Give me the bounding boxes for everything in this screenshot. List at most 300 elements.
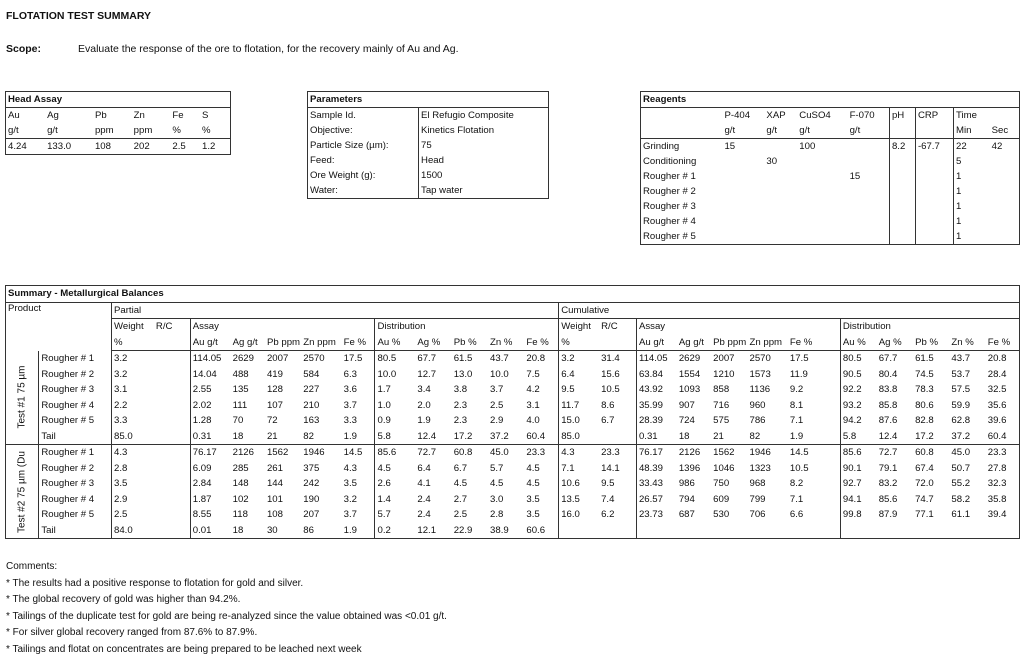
assay-column-header: Zn ppm xyxy=(748,335,788,351)
partial-distribution-value: 23.3 xyxy=(524,445,558,461)
partial-distribution-value: 2.3 xyxy=(452,398,488,414)
cumulative-assay-value: 10.5 xyxy=(788,461,841,477)
cumulative-distribution-value: 99.8 xyxy=(840,507,876,523)
cumulative-assay-value: 609 xyxy=(711,492,747,508)
reagent-unit: g/t xyxy=(797,123,847,139)
partial-assay-value: 76.17 xyxy=(190,445,230,461)
reagent-value xyxy=(722,229,764,245)
reagent-value xyxy=(764,229,797,245)
cumulative-assay-value: 1093 xyxy=(677,382,711,398)
cumulative-assay-value: 35.99 xyxy=(636,398,676,414)
comment-item: * Tailings and flotat on concentrates are being prepared to be leached next week xyxy=(6,642,447,658)
partial-weight: 2.5 xyxy=(112,507,191,523)
scope-label: Scope: xyxy=(6,43,41,55)
scope-text: Evaluate the response of the ore to flotation, for the recovery mainly of Au and Ag. xyxy=(78,43,459,55)
partial-assay-value: 3.2 xyxy=(342,492,375,508)
cumulative-distribution-value: 32.5 xyxy=(986,382,1020,398)
reagents-header-row xyxy=(641,108,1020,124)
partial-assay-value: 18 xyxy=(231,523,265,539)
product-name: Rougher # 4 xyxy=(39,492,112,508)
cumulative-distribution-value: 28.4 xyxy=(986,367,1020,383)
product-name: Tail xyxy=(39,429,112,445)
reagent-value: 42 xyxy=(990,139,1020,155)
partial-assay-value: 190 xyxy=(301,492,341,508)
cumulative-distribution-value xyxy=(840,523,876,539)
cumulative-assay-value: 530 xyxy=(711,507,747,523)
cumulative-distribution-value: 53.7 xyxy=(949,367,985,383)
cumulative-assay-value xyxy=(636,523,676,539)
head-assay-value: 4.24 xyxy=(6,139,46,155)
cumulative-distribution-value: 50.7 xyxy=(949,461,985,477)
partial-distribution-value: 10.0 xyxy=(488,367,524,383)
partial-assay-value: 14.5 xyxy=(342,445,375,461)
partial-distribution-value: 12.1 xyxy=(415,523,451,539)
product-name: Rougher # 3 xyxy=(39,382,112,398)
cumulative-distribution-value: 23.3 xyxy=(986,445,1020,461)
balance-row xyxy=(6,523,1020,539)
partial-weight: 85.0 xyxy=(112,429,191,445)
cumulative-distribution-value: 60.4 xyxy=(986,429,1020,445)
cumulative-distribution-value: 85.8 xyxy=(877,398,913,414)
reagent-value xyxy=(990,214,1020,229)
cumulative-rc-header: R/C xyxy=(599,319,636,335)
reagent-value xyxy=(990,229,1020,245)
partial-distribution-value: 60.6 xyxy=(524,523,558,539)
cumulative-rc: 8.6 xyxy=(599,398,636,414)
cumulative-assay-value xyxy=(788,523,841,539)
cumulative-weight: 10.6 xyxy=(559,476,599,492)
distribution-column-header: Au % xyxy=(840,335,876,351)
partial-distribution-value: 1.9 xyxy=(415,413,451,429)
reagent-value xyxy=(722,214,764,229)
balance-row xyxy=(6,429,1020,445)
cumulative-assay-value: 724 xyxy=(677,413,711,429)
cumulative-assay-value: 706 xyxy=(748,507,788,523)
head-assay-element: Fe xyxy=(170,108,200,124)
reagent-value xyxy=(722,184,764,199)
reagent-value xyxy=(848,154,890,169)
partial-assay-value: 70 xyxy=(231,413,265,429)
assay-column-header: Au g/t xyxy=(190,335,230,351)
reagent-stage: Conditioning xyxy=(641,154,723,169)
partial-assay-value: 144 xyxy=(265,476,301,492)
cumulative-assay-value: 8.2 xyxy=(788,476,841,492)
reagent-value xyxy=(722,199,764,214)
partial-distribution-value: 4.5 xyxy=(375,461,415,477)
cumulative-distribution-value: 58.2 xyxy=(949,492,985,508)
partial-distribution-value: 13.0 xyxy=(452,367,488,383)
reagent-value: 15 xyxy=(722,139,764,155)
partial-assay-value: 207 xyxy=(301,507,341,523)
cumulative-assay-value: 1323 xyxy=(748,461,788,477)
partial-assay-value: 4.3 xyxy=(342,461,375,477)
partial-assay-value: 1.28 xyxy=(190,413,230,429)
cumulative-distribution-value xyxy=(949,523,985,539)
partial-distribution-value: 61.5 xyxy=(452,351,488,367)
partial-distribution-value: 4.0 xyxy=(524,413,558,429)
cumulative-assay-value: 1046 xyxy=(711,461,747,477)
partial-assay-value: 102 xyxy=(231,492,265,508)
partial-assay-header: Assay xyxy=(190,319,375,335)
cumulative-header: Cumulative xyxy=(559,302,1020,319)
reagent-value xyxy=(797,169,847,184)
partial-weight: 84.0 xyxy=(112,523,191,539)
partial-assay-value: 488 xyxy=(231,367,265,383)
partial-distribution-value: 4.5 xyxy=(488,476,524,492)
cumulative-distribution-value: 87.6 xyxy=(877,413,913,429)
parameter-row xyxy=(308,108,549,124)
partial-distribution-value: 1.4 xyxy=(375,492,415,508)
reagent-value xyxy=(889,184,915,199)
cumulative-distribution-value: 94.1 xyxy=(840,492,876,508)
reagent-stage-row xyxy=(641,229,1020,245)
partial-assay-value: 128 xyxy=(265,382,301,398)
head-assay-table xyxy=(5,91,231,155)
partial-assay-value: 6.09 xyxy=(190,461,230,477)
cumulative-assay-value: 716 xyxy=(711,398,747,414)
product-name: Tail xyxy=(39,523,112,539)
reagent-value: 1 xyxy=(954,229,990,245)
cumulative-distribution-value: 85.6 xyxy=(840,445,876,461)
reagent-value xyxy=(848,214,890,229)
cumulative-distribution-value: 82.8 xyxy=(913,413,949,429)
parameter-value: Tap water xyxy=(419,183,549,199)
cumulative-distribution-value: 43.7 xyxy=(949,351,985,367)
cumulative-assay-value: 786 xyxy=(748,413,788,429)
partial-distribution-value: 5.7 xyxy=(488,461,524,477)
partial-assay-value: 6.3 xyxy=(342,367,375,383)
partial-assay-value: 18 xyxy=(231,429,265,445)
head-assay-value: 133.0 xyxy=(45,139,93,155)
cumulative-assay-value: 575 xyxy=(711,413,747,429)
head-assay-element: S xyxy=(200,108,231,124)
partial-distribution-value: 60.4 xyxy=(524,429,558,445)
partial-distribution-value: 12.4 xyxy=(415,429,451,445)
comment-item: * The global recovery of gold was higher than 94.2%. xyxy=(6,592,447,609)
partial-rc-header: R/C xyxy=(154,319,190,335)
balance-row xyxy=(6,507,1020,523)
reagent-value xyxy=(797,154,847,169)
cumulative-weight: 11.7 xyxy=(559,398,599,414)
cumulative-weight: 6.4 xyxy=(559,367,599,383)
comment-item: * The results had a positive response to flotation for gold and silver. xyxy=(6,576,447,593)
summary-title: Summary - Metallurgical Balances xyxy=(6,286,1020,303)
partial-assay-value: 2570 xyxy=(301,351,341,367)
reagents-table xyxy=(640,91,1020,245)
cumulative-distribution-value: 72.0 xyxy=(913,476,949,492)
reagent-header: pH xyxy=(889,108,915,124)
distribution-column-header: Ag % xyxy=(877,335,913,351)
reagent-stage: Grinding xyxy=(641,139,723,155)
cumulative-assay-value: 0.31 xyxy=(636,429,676,445)
head-assay-units-row xyxy=(6,123,231,139)
cumulative-weight: 7.1 xyxy=(559,461,599,477)
cumulative-distribution-value: 80.5 xyxy=(840,351,876,367)
reagent-stage-row xyxy=(641,184,1020,199)
partial-assay-value: 21 xyxy=(265,429,301,445)
cumulative-rc: 10.5 xyxy=(599,382,636,398)
cumulative-distribution-value: 79.1 xyxy=(877,461,913,477)
assay-column-header: Pb ppm xyxy=(711,335,747,351)
partial-weight: 3.5 xyxy=(112,476,191,492)
cumulative-distribution-value: 74.5 xyxy=(913,367,949,383)
partial-weight: 2.2 xyxy=(112,398,191,414)
parameter-value: El Refugio Composite xyxy=(419,108,549,124)
reagent-value xyxy=(797,184,847,199)
reagent-value: 22 xyxy=(954,139,990,155)
reagent-stage-row xyxy=(641,214,1020,229)
partial-assay-value: 14.04 xyxy=(190,367,230,383)
partial-distribution-value: 0.2 xyxy=(375,523,415,539)
partial-assay-value: 3.6 xyxy=(342,382,375,398)
partial-distribution-value: 20.8 xyxy=(524,351,558,367)
cumulative-assay-value: 2126 xyxy=(677,445,711,461)
cumulative-rc-unit xyxy=(599,335,636,351)
partial-assay-value: 2.02 xyxy=(190,398,230,414)
partial-distribution-value: 1.0 xyxy=(375,398,415,414)
cumulative-weight: 85.0 xyxy=(559,429,599,445)
cumulative-assay-value: 26.57 xyxy=(636,492,676,508)
cumulative-distribution-value: 83.8 xyxy=(877,382,913,398)
reagent-stage-row xyxy=(641,154,1020,169)
partial-assay-value: 111 xyxy=(231,398,265,414)
head-assay-value: 202 xyxy=(132,139,171,155)
partial-distribution-value: 4.1 xyxy=(415,476,451,492)
reagent-value xyxy=(848,199,890,214)
reagent-unit: g/t xyxy=(764,123,797,139)
cumulative-distribution-value: 78.3 xyxy=(913,382,949,398)
partial-weight-unit: % xyxy=(112,335,154,351)
partial-rc-unit xyxy=(154,335,190,351)
parameter-label: Water: xyxy=(308,183,419,199)
reagent-value: 100 xyxy=(797,139,847,155)
partial-assay-value: 2.55 xyxy=(190,382,230,398)
reagent-value: 1 xyxy=(954,184,990,199)
partial-distribution-value: 1.7 xyxy=(375,382,415,398)
reagent-header: F-070 xyxy=(848,108,890,124)
partial-assay-value: 2126 xyxy=(231,445,265,461)
partial-distribution-value: 5.8 xyxy=(375,429,415,445)
parameter-label: Ore Weight (g): xyxy=(308,168,419,183)
product-name: Rougher # 3 xyxy=(39,476,112,492)
cumulative-assay-header: Assay xyxy=(636,319,840,335)
partial-assay-value: 285 xyxy=(231,461,265,477)
partial-distribution-value: 4.5 xyxy=(452,476,488,492)
reagent-header: P-404 xyxy=(722,108,764,124)
partial-assay-value: 261 xyxy=(265,461,301,477)
partial-assay-value: 17.5 xyxy=(342,351,375,367)
partial-distribution-value: 7.5 xyxy=(524,367,558,383)
partial-distribution-value: 2.6 xyxy=(375,476,415,492)
balance-row xyxy=(6,492,1020,508)
reagent-value xyxy=(764,214,797,229)
assay-column-header: Fe % xyxy=(788,335,841,351)
assay-column-header: Pb ppm xyxy=(265,335,301,351)
head-assay-element: Pb xyxy=(93,108,132,124)
partial-distribution-value: 3.5 xyxy=(524,492,558,508)
reagent-value xyxy=(889,229,915,245)
reagent-value: 1 xyxy=(954,199,990,214)
cumulative-distribution-value: 90.5 xyxy=(840,367,876,383)
cumulative-assay-value xyxy=(748,523,788,539)
partial-distribution-value: 37.2 xyxy=(488,429,524,445)
reagent-value xyxy=(797,199,847,214)
product-name: Rougher # 2 xyxy=(39,367,112,383)
balance-row xyxy=(6,476,1020,492)
cumulative-assay-value: 2570 xyxy=(748,351,788,367)
reagent-stage: Rougher # 3 xyxy=(641,199,723,214)
cumulative-weight: 15.0 xyxy=(559,413,599,429)
reagent-value: 15 xyxy=(848,169,890,184)
reagent-value xyxy=(797,214,847,229)
cumulative-weight: 13.5 xyxy=(559,492,599,508)
partial-assay-value: 2007 xyxy=(265,351,301,367)
balance-row xyxy=(6,461,1020,477)
cumulative-assay-value: 687 xyxy=(677,507,711,523)
cumulative-distribution-value: 61.1 xyxy=(949,507,985,523)
cumulative-rc: 9.5 xyxy=(599,476,636,492)
cumulative-assay-value: 986 xyxy=(677,476,711,492)
reagent-value xyxy=(889,199,915,214)
partial-distribution-value: 5.7 xyxy=(375,507,415,523)
reagents-title: Reagents xyxy=(641,92,1020,108)
head-assay-value: 108 xyxy=(93,139,132,155)
partial-assay-value: 1562 xyxy=(265,445,301,461)
parameter-label: Feed: xyxy=(308,153,419,168)
cumulative-assay-value xyxy=(677,523,711,539)
reagent-unit: g/t xyxy=(722,123,764,139)
head-assay-value: 2.5 xyxy=(170,139,200,155)
partial-distribution-value: 2.5 xyxy=(488,398,524,414)
reagent-value xyxy=(990,169,1020,184)
assay-column-header: Ag g/t xyxy=(231,335,265,351)
test-label: Test #1 75 µm xyxy=(17,351,28,443)
partial-assay-value: 3.7 xyxy=(342,507,375,523)
cumulative-assay-value: 17.5 xyxy=(788,351,841,367)
partial-assay-value: 2.84 xyxy=(190,476,230,492)
cumulative-assay-value: 11.9 xyxy=(788,367,841,383)
partial-distribution-value: 2.4 xyxy=(415,507,451,523)
product-name: Rougher # 1 xyxy=(39,351,112,367)
cumulative-assay-value: 1946 xyxy=(748,445,788,461)
summary-section-row xyxy=(6,302,1020,319)
cumulative-rc: 31.4 xyxy=(599,351,636,367)
reagent-value xyxy=(889,169,915,184)
partial-assay-value: 3.5 xyxy=(342,476,375,492)
partial-assay-value: 135 xyxy=(231,382,265,398)
head-assay-elements-row xyxy=(6,108,231,124)
partial-distribution-value: 67.7 xyxy=(415,351,451,367)
partial-assay-value: 2629 xyxy=(231,351,265,367)
cumulative-assay-value: 907 xyxy=(677,398,711,414)
parameter-value: 1500 xyxy=(419,168,549,183)
partial-assay-value: 30 xyxy=(265,523,301,539)
reagent-stage-row xyxy=(641,199,1020,214)
cumulative-assay-value: 1554 xyxy=(677,367,711,383)
cumulative-distribution-value: 80.4 xyxy=(877,367,913,383)
reagent-stage-row xyxy=(641,139,1020,155)
summary-column-row xyxy=(6,335,1020,351)
reagent-value xyxy=(764,199,797,214)
partial-weight: 3.3 xyxy=(112,413,191,429)
cumulative-distribution-value: 20.8 xyxy=(986,351,1020,367)
reagent-value xyxy=(764,184,797,199)
cumulative-distribution-value xyxy=(986,523,1020,539)
head-assay-unit: % xyxy=(200,123,231,139)
cumulative-assay-value: 1573 xyxy=(748,367,788,383)
partial-weight: 2.9 xyxy=(112,492,191,508)
cumulative-assay-value: 1136 xyxy=(748,382,788,398)
cumulative-assay-value: 7.1 xyxy=(788,492,841,508)
reagent-header: XAP xyxy=(764,108,797,124)
partial-distribution-value: 80.5 xyxy=(375,351,415,367)
partial-assay-value: 1946 xyxy=(301,445,341,461)
parameter-value: Kinetics Flotation xyxy=(419,123,549,138)
cumulative-assay-value xyxy=(711,523,747,539)
partial-assay-value: 163 xyxy=(301,413,341,429)
cumulative-rc: 6.7 xyxy=(599,413,636,429)
head-assay-unit: g/t xyxy=(45,123,93,139)
partial-assay-value: 82 xyxy=(301,429,341,445)
partial-distribution-value: 2.4 xyxy=(415,492,451,508)
partial-distribution-value: 22.9 xyxy=(452,523,488,539)
cumulative-assay-value: 14.5 xyxy=(788,445,841,461)
reagent-value xyxy=(764,169,797,184)
cumulative-distribution-value: 39.4 xyxy=(986,507,1020,523)
partial-distribution-value: 3.8 xyxy=(452,382,488,398)
cumulative-distribution-value: 35.6 xyxy=(986,398,1020,414)
cumulative-distribution-value: 77.1 xyxy=(913,507,949,523)
reagent-value xyxy=(889,214,915,229)
cumulative-rc xyxy=(599,429,636,445)
reagents-stage-header xyxy=(641,123,723,139)
partial-distribution-value: 72.7 xyxy=(415,445,451,461)
partial-distribution-value: 3.7 xyxy=(488,382,524,398)
product-header: Product xyxy=(6,302,112,351)
partial-assay-value: 584 xyxy=(301,367,341,383)
cumulative-assay-value: 968 xyxy=(748,476,788,492)
reagent-stage-row xyxy=(641,169,1020,184)
partial-assay-value: 3.7 xyxy=(342,398,375,414)
parameter-value: 75 xyxy=(419,138,549,153)
partial-assay-value: 227 xyxy=(301,382,341,398)
parameter-label: Particle Size (µm): xyxy=(308,138,419,153)
partial-distribution-value: 2.5 xyxy=(452,507,488,523)
reagent-stage: Rougher # 4 xyxy=(641,214,723,229)
partial-assay-value: 1.87 xyxy=(190,492,230,508)
cumulative-rc xyxy=(599,523,636,539)
partial-distribution-value: 3.0 xyxy=(488,492,524,508)
partial-distribution-value: 3.1 xyxy=(524,398,558,414)
reagents-stage-header xyxy=(641,108,723,124)
partial-distribution-value: 2.8 xyxy=(488,507,524,523)
reagent-value xyxy=(915,199,953,214)
head-assay-unit: % xyxy=(170,123,200,139)
partial-assay-value: 86 xyxy=(301,523,341,539)
assay-column-header: Au g/t xyxy=(636,335,676,351)
reagent-value xyxy=(915,229,953,245)
partial-assay-value: 72 xyxy=(265,413,301,429)
reagent-unit xyxy=(889,123,915,139)
cumulative-weight: 16.0 xyxy=(559,507,599,523)
distribution-column-header: Au % xyxy=(375,335,415,351)
parameter-row xyxy=(308,153,549,168)
partial-assay-value: 210 xyxy=(301,398,341,414)
cumulative-weight-header: Weight xyxy=(559,319,599,335)
partial-distribution-value: 6.7 xyxy=(452,461,488,477)
reagent-stage: Rougher # 5 xyxy=(641,229,723,245)
distribution-column-header: Fe % xyxy=(986,335,1020,351)
